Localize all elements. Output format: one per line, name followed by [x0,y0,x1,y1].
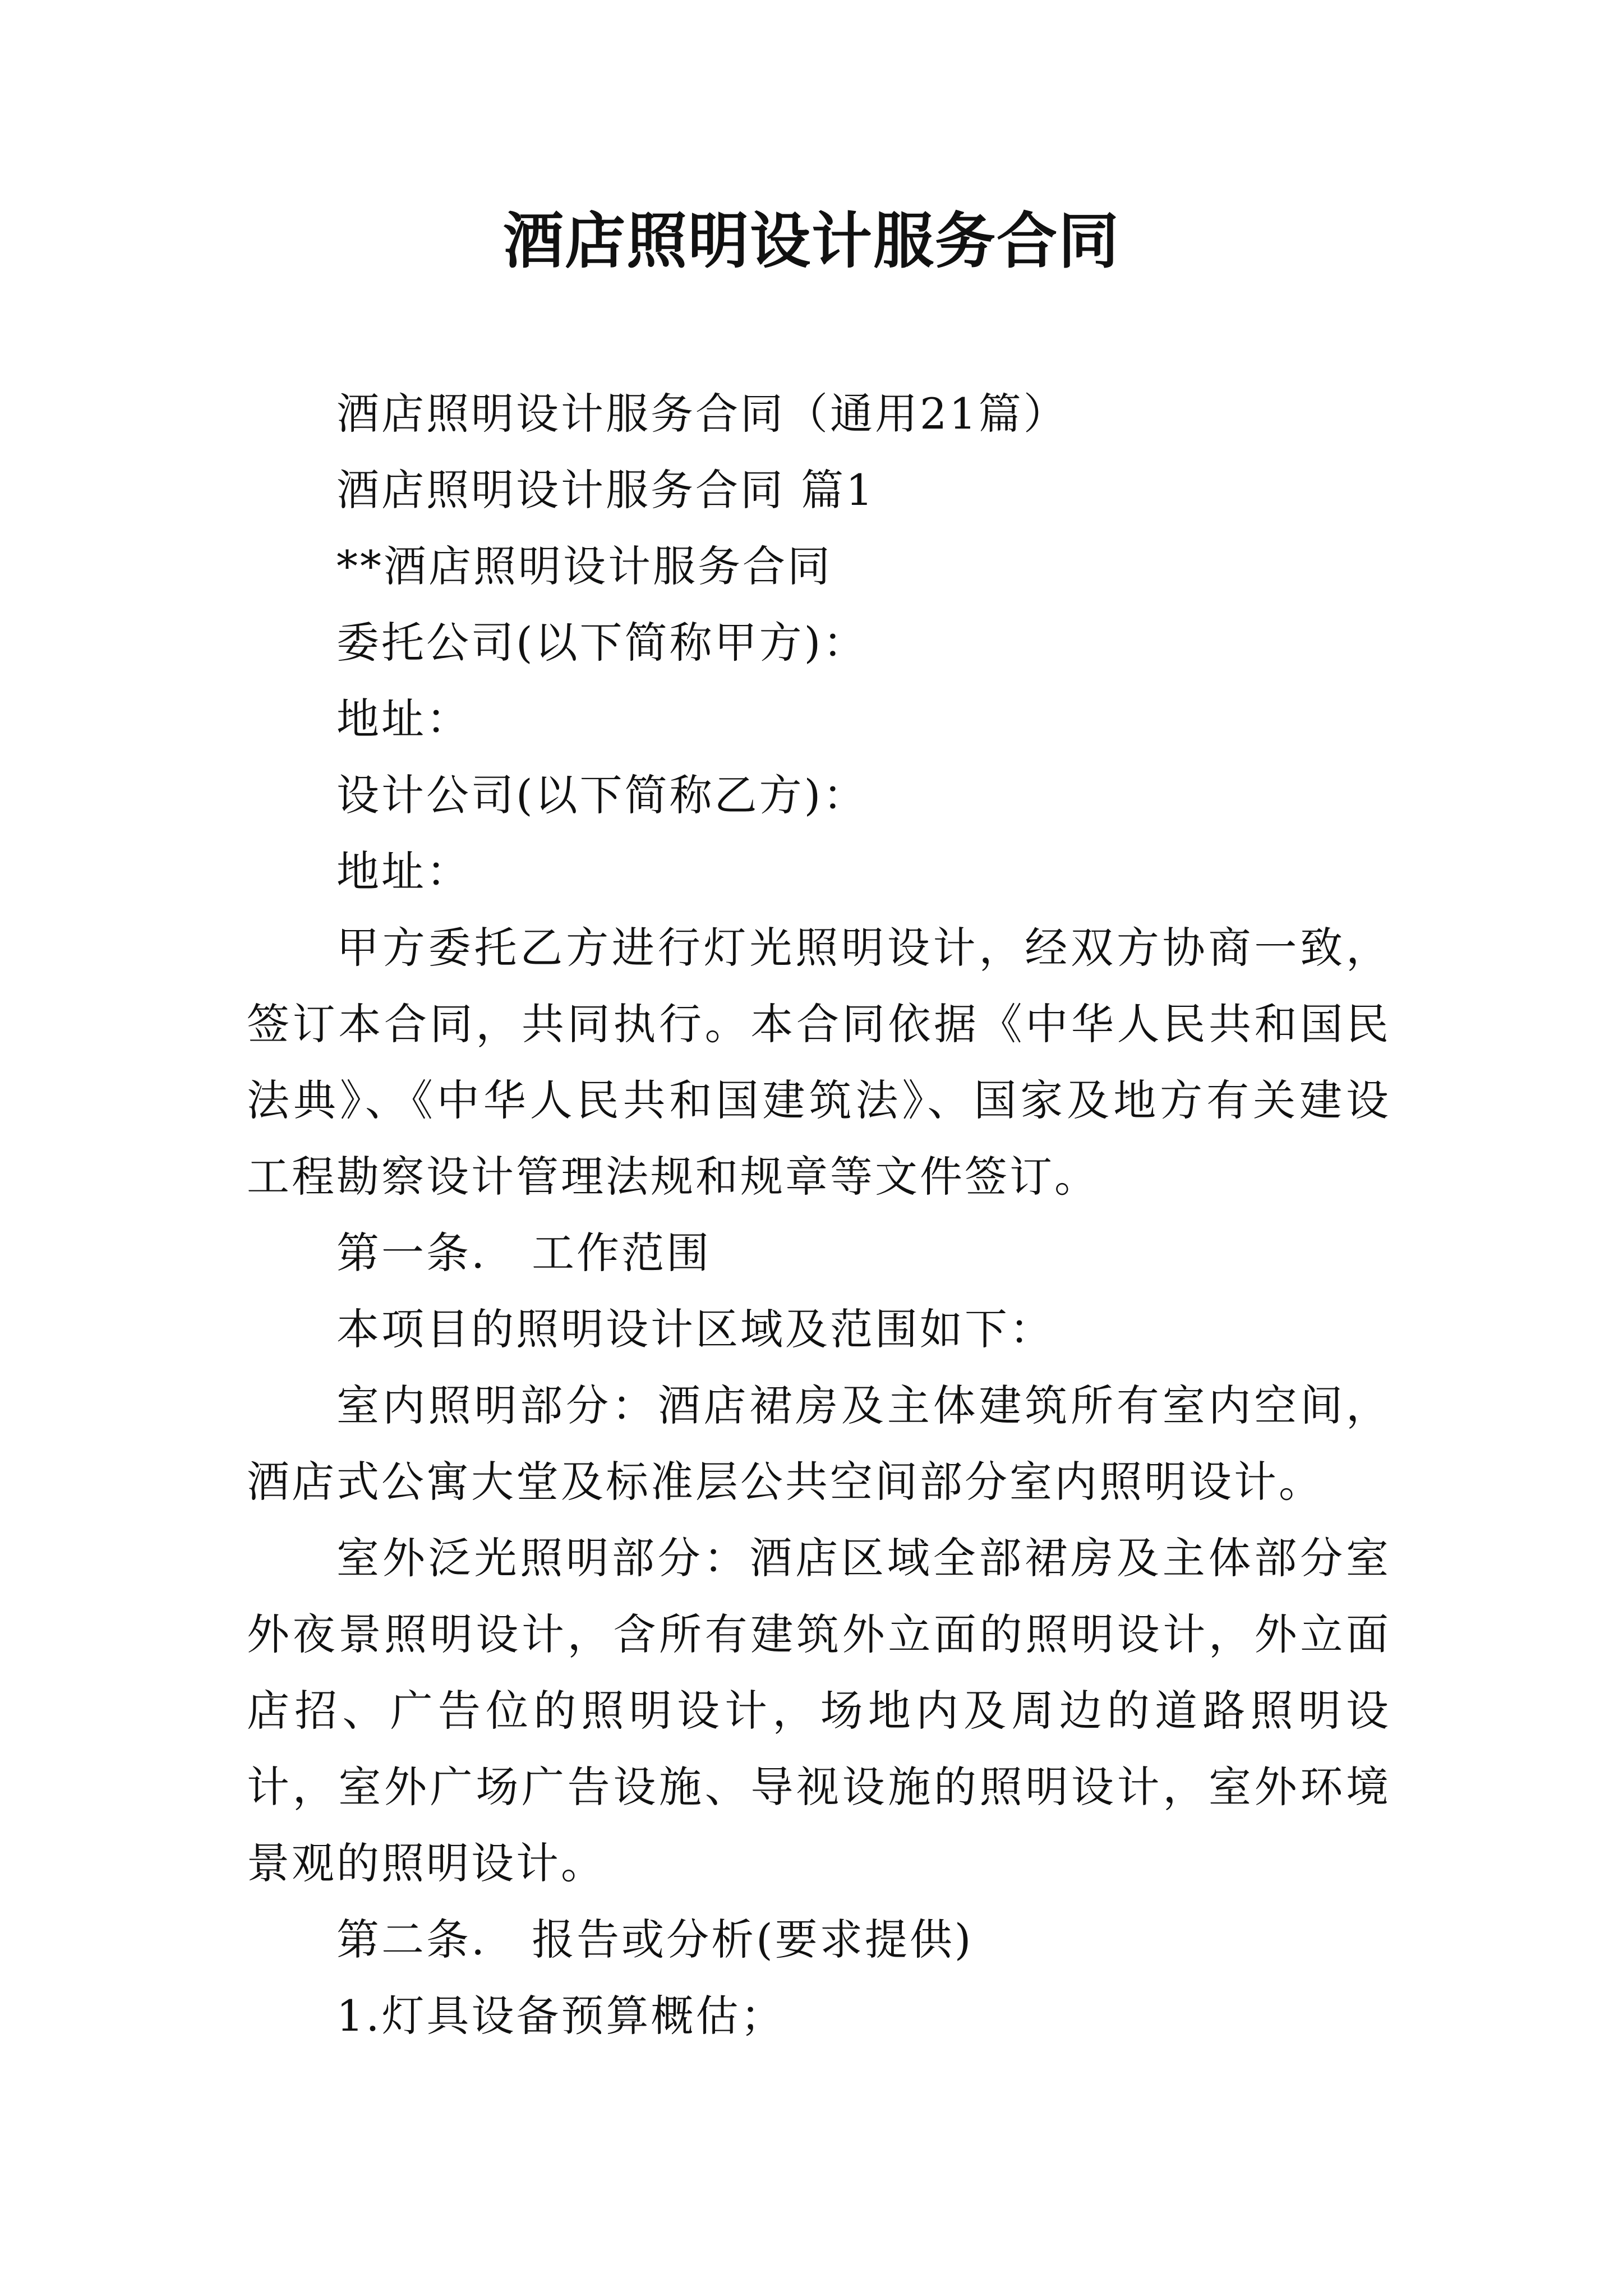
section-2-heading: 第二条. 报告或分析(要求提供) [336,1915,974,1964]
section-1-heading: 第一条. 工作范围 [336,1228,712,1278]
subtitle-collection: 酒店照明设计服务合同（通用21篇） [336,389,1068,439]
contract-name: **酒店照明设计服务合同 [336,541,832,591]
outdoor-lighting-paragraph: 室外泛光照明部分：酒店区域全部裙房及主体部分室外夜景照明设计，含所有建筑外立面的照明设计，外立面店招、广告位的照明设计，场地内及周边的道路照明设计，室外广场广告设施、导视设施的照明设计，室外环境景观的照明设计。 [247,1533,1391,1888]
document-body [247,376,1391,2054]
list-item: 1.灯具设备预算概估； [336,1991,786,2041]
scope-intro: 本项目的照明设计区域及范围如下： [336,1304,1054,1354]
article-heading: 酒店照明设计服务合同 篇1 [336,465,875,515]
party-b-label: 设计公司(以下简称乙方)： [336,770,868,820]
indoor-lighting-paragraph: 室内照明部分：酒店裙房及主体建筑所有室内空间，酒店式公寓大堂及标准层公共空间部分室内照明设计。 [247,1381,1391,1507]
party-b-address: 地址： [336,846,471,896]
document-title: 酒店照明设计服务合同 [502,206,1120,277]
preamble-paragraph: 甲方委托乙方进行灯光照明设计，经双方协商一致，签订本合同，共同执行。本合同依据《中华人民共和国民法典》、《中华人民共和国建筑法》、国家及地方有关建设工程勘察设计管理法规和规章等文件签订。 [247,923,1391,1202]
party-a-address: 地址： [336,694,471,744]
party-a-label: 委托公司(以下简称甲方)： [336,618,868,668]
